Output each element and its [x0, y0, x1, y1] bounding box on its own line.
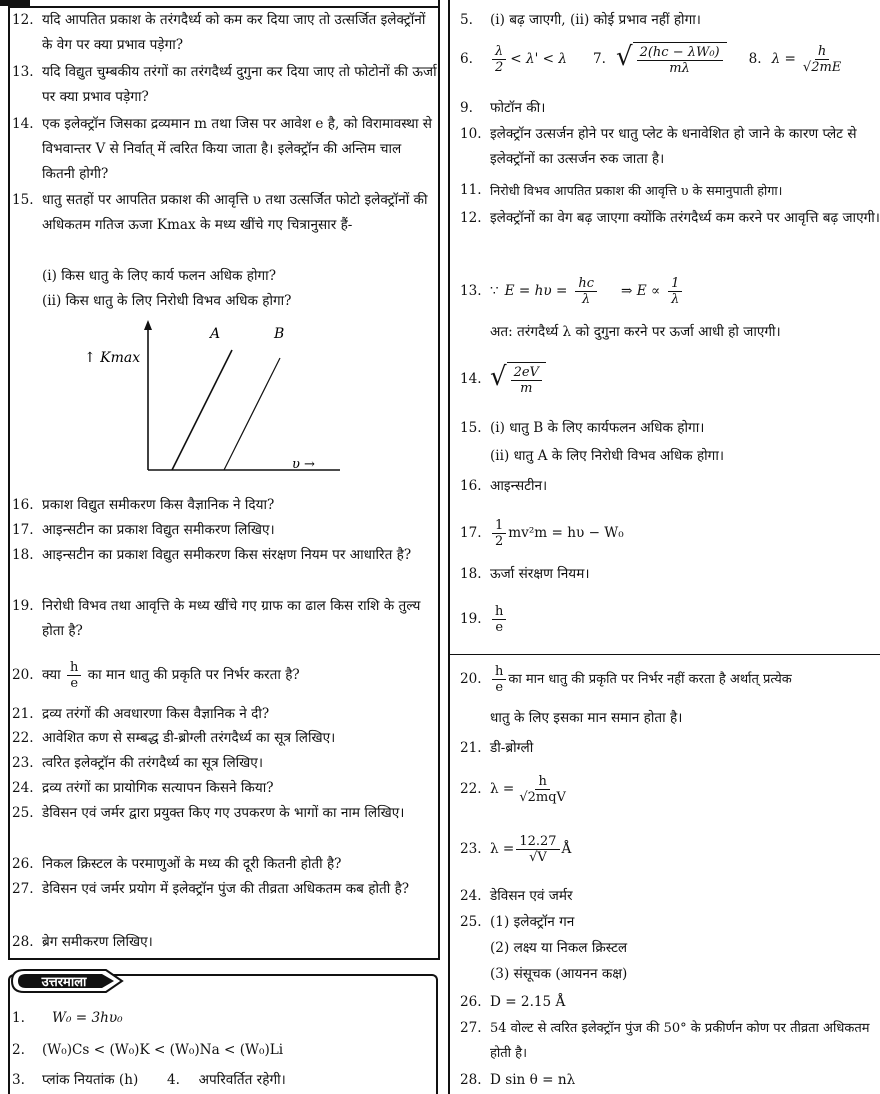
- question-15-sub1: (i) किस धातु के लिए कार्य फलन अधिक होगा?: [42, 268, 276, 284]
- answer-16: 16. आइन्सटीन।: [460, 478, 548, 494]
- question-17: 17. आइन्सटीन का प्रकाश विद्युत समीकरण लिखिए।: [12, 522, 275, 538]
- question-26: 26. निकल क्रिस्टल के परमाणुओं के मध्य की दूरी कितनी होती है?: [12, 856, 342, 872]
- fraction-lambda-over-2: $\frac{\lambda}{2}$: [492, 44, 506, 75]
- answer-3: 3. प्लांक नियतांक (h) 4. अपरिवर्तित रहेगी।: [12, 1072, 286, 1088]
- answer-19: 19. $\frac{h}{e}$: [448, 604, 880, 635]
- question-20: 20. क्या $\frac{h}{e}$ का मान धातु की प्रकृति पर निर्भर करता है?: [12, 660, 300, 691]
- answer-banner-label: उत्तरमाला: [41, 975, 87, 990]
- answer-banner: [8, 968, 126, 994]
- question-16: 16. प्रकाश विद्युत समीकरण किस वैज्ञानिक ने दिया?: [12, 497, 275, 513]
- graph-label-b: B: [274, 326, 285, 342]
- question-22: 22. आवेशित कण से सम्बद्ध डी-ब्रोग्ली तरंगदैर्ध्य का सूत्र लिखिए।: [12, 730, 336, 746]
- kmax-frequency-graph: [80, 318, 370, 478]
- question-25: 25. डेविसन एवं जर्मर द्वारा प्रयुक्त किए गए उपकरण के भागों का नाम लिखिए।: [12, 805, 405, 821]
- sqrt-2eV-over-m: √ $\frac{2eV}{m}$: [490, 362, 546, 396]
- answer-17: 17. $\frac{1}{2}$ mv²m = hυ − W₀: [460, 518, 624, 549]
- question-27: 27. डेविसन एवं जर्मर प्रयोग में इलेक्ट्रॉन पुंज की तीव्रता अधिकतम कब होती है?: [12, 881, 410, 897]
- answer-20: 20. $\frac{h}{e}$ का मान धातु की प्रकृति पर निर्भर नहीं करता है अर्थात् प्रत्येक: [460, 664, 792, 695]
- answer-13-conclusion: अत: तरंगदैर्ध्य λ को दुगुना करने पर ऊर्जा आधी हो जाएगी।: [490, 324, 781, 340]
- answer-5: 5. (i) बढ़ जाएगी, (ii) कोई प्रभाव नहीं होगा।: [460, 12, 701, 28]
- answer-22: 22. λ = $\frac{h}{\text{√2mqV}}$: [460, 774, 566, 805]
- answer-6-7-8: 6. $\frac{\lambda}{2}$ < λ' < λ 7. √ $\frac{\text{2(hc − λW₀)}}{m\lambda}$ 8. λ = $\frac{h}{√2mE}$: [448, 42, 880, 76]
- answer-25-2: (2) लक्ष्य या निकल क्रिस्टल: [490, 940, 628, 956]
- answer-2: 2. (W₀)Cs < (W₀)K < (W₀)Na < (W₀)Li: [12, 1042, 284, 1058]
- answer-24: 24. डेविसन एवं जर्मर: [460, 888, 573, 904]
- answer-28: 28. D sin θ = nλ: [460, 1072, 576, 1088]
- answer-21: 21. डी-ब्रोग्ली: [460, 740, 534, 756]
- graph-y-label: ↑ Kmax: [84, 350, 141, 366]
- question-13: 13. यदि विद्युत चुम्बकीय तरंगों का तरंगदैर्ध्य दुगुना कर दिया जाए तो फोटोनों की ऊर्जा पर क्या प्रभाव पड़ेगा?: [12, 64, 437, 105]
- answer-14: 14. √ $\frac{2eV}{m}$: [448, 362, 880, 396]
- answer-18: 18. ऊर्जा संरक्षण नियम।: [460, 566, 590, 582]
- answer-26: 26. D = 2.15 Å: [460, 994, 566, 1010]
- question-15-sub2: (ii) किस धातु के लिए निरोधी विभव अधिक होगा?: [42, 293, 292, 309]
- question-28: 28. ब्रेग समीकरण लिखिए।: [12, 934, 153, 950]
- question-15: 15. धातु सतहों पर आपतित प्रकाश की आवृत्ति υ तथा उत्सर्जित फोटो इलेक्ट्रॉनों की अधिकतम गतिज ऊजा Kmax के मध्य खींचे गए चित्रानुसार हैं-: [12, 192, 428, 233]
- answer-1: 1. W₀ = 3hυ₀: [12, 1010, 123, 1026]
- answer-27: 27. 54 वोल्ट से त्वरित इलेक्ट्रॉन पुंज की 50° के प्रकीर्णन कोण पर तीव्रता अधिकतम होती है।: [460, 1020, 870, 1061]
- answer-23: 23. λ = $\frac{12.27}{√V}$ Å: [460, 834, 572, 865]
- question-14: 14. एक इलेक्ट्रॉन जिसका द्रव्यमान m तथा जिस पर आवेश e है, को विरामावस्था से विभवान्तर V से निर्वात् में त्वरित किया जाता है। इलेक्ट्रॉन की अन्तिम चाल कितनी होगी?: [12, 116, 432, 182]
- graph-x-label: υ →: [292, 457, 315, 472]
- answer-11: 11. निरोधी विभव आपतित प्रकाश की आवृत्ति υ के समानुपाती होगा।: [460, 182, 783, 198]
- answer-25-1: 25. (1) इलेक्ट्रॉन गन: [460, 914, 575, 930]
- graph-line-b: [224, 358, 280, 470]
- left-right-border: [438, 0, 440, 960]
- question-12: 12. यदि आपतित प्रकाश के तरंगदैर्ध्य को कम कर दिया जाए तो उत्सर्जित इलेक्ट्रॉनों के वेग पर क्या प्रभाव पड़ेगा?: [12, 12, 426, 53]
- fraction-h-over-root-2mE: $\frac{h}{√2mE}$: [802, 43, 842, 75]
- answer-25-3: (3) संसूचक (आयनन कक्ष): [490, 966, 628, 982]
- fraction-h-over-e: $\frac{h}{e}$: [67, 660, 81, 691]
- question-23: 23. त्वरित इलेक्ट्रॉन की तरंगदैर्ध्य का सूत्र लिखिए।: [12, 755, 263, 771]
- sqrt-expression-7: √ $\frac{\text{2(hc − λW₀)}}{m\lambda}$: [616, 42, 727, 76]
- answer-20-cont: धातु के लिए इसका मान समान होता है।: [490, 710, 683, 726]
- graph-line-a: [172, 350, 232, 470]
- graph-y-arrow: [144, 320, 152, 330]
- graph-label-a: A: [210, 326, 221, 342]
- question-21: 21. द्रव्य तरंगों की अवधारणा किस वैज्ञानिक ने दी?: [12, 706, 270, 722]
- answer-15-ii: (ii) धातु A के लिए निरोधी विभव अधिक होगा।: [490, 448, 725, 464]
- right-divider: [450, 654, 880, 655]
- left-bottom-border: [8, 958, 440, 960]
- answer-13: 13. ∵ E = hυ = $\frac{hc}{\lambda}$ ⇒ E ∝ $\frac{1}{\lambda}$: [448, 276, 880, 307]
- question-19: 19. निरोधी विभव तथा आवृत्ति के मध्य खींचे गए ग्राफ का ढाल किस राशि के तुल्य होता है?: [12, 598, 421, 639]
- answer-10: 10. इलेक्ट्रॉन उत्सर्जन होने पर धातु प्लेट के धनावेशित हो जाने के कारण प्लेट से इलेक्ट्रॉनों का उत्सर्जन रुक जाता है।: [460, 126, 857, 167]
- question-24: 24. द्रव्य तरंगों का प्रायोगिक सत्यापन किसने किया?: [12, 780, 274, 796]
- answer-15-i: 15. (i) धातु B के लिए कार्यफलन अधिक होगा।: [460, 420, 705, 436]
- answer-9: 9. फोटॉन की।: [460, 100, 546, 116]
- answer-12: 12. इलेक्ट्रॉनों का वेग बढ़ जाएगा क्योंकि तरंगदैर्ध्य कम करने पर आवृत्ति बढ़ जाएगी।: [460, 210, 880, 226]
- question-18: 18. आइन्सटीन का प्रकाश विद्युत समीकरण किस संरक्षण नियम पर आधारित है?: [12, 547, 412, 563]
